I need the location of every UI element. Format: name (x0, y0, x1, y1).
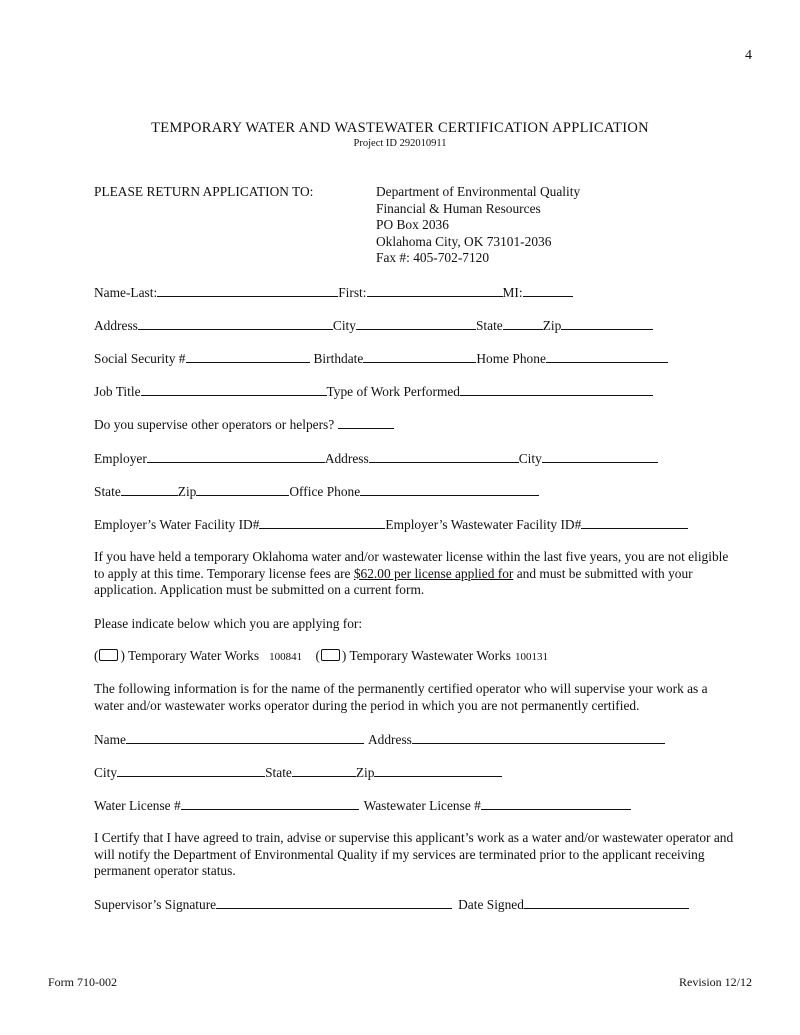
water-facility-label: Employer’s Water Facility ID# (94, 517, 260, 532)
license-fee: $62.00 per license applied for (353, 565, 514, 581)
home-phone-field[interactable] (546, 350, 668, 363)
ssn-label: Social Security # (94, 351, 186, 366)
home-phone-label: Home Phone (476, 351, 546, 366)
date-signed-field[interactable] (524, 896, 689, 909)
employer-address-field[interactable] (369, 450, 519, 463)
address-field[interactable] (138, 317, 333, 330)
water-works-label: Temporary Water Works (128, 648, 260, 663)
supervisor-name-label: Name (94, 732, 126, 747)
form-title: TEMPORARY WATER AND WASTEWATER CERTIFICATION APPLICATION (151, 120, 649, 136)
address-label: Address (94, 318, 138, 333)
facility-id-row (94, 516, 688, 533)
eligibility-notice (94, 549, 734, 599)
supervisor-zip-field[interactable] (374, 764, 502, 777)
project-id: Project ID 292010911 (353, 138, 447, 149)
supervisor-zip-label: Zip (355, 765, 375, 780)
employer-row (94, 450, 658, 467)
wastewater-facility-label: Employer’s Wastewater Facility ID# (385, 517, 582, 532)
wastewater-license-label: Wastewater License # (363, 798, 481, 813)
employer-city-label: City (518, 451, 542, 466)
page-number: 4 (745, 48, 752, 63)
supervisor-address-field[interactable] (412, 731, 665, 744)
work-type-field[interactable] (460, 383, 653, 396)
employer-city-field[interactable] (542, 450, 658, 463)
supervise-row (94, 416, 394, 433)
ssn-field[interactable] (186, 350, 310, 363)
city-field[interactable] (356, 317, 476, 330)
employer-zip-label: Zip (177, 484, 197, 499)
revision-date: Revision 12/12 (678, 975, 752, 989)
job-title-field[interactable] (141, 383, 327, 396)
return-address-line: Financial & Human Resources (376, 200, 541, 216)
office-phone-label: Office Phone (289, 484, 361, 499)
wastewater-facility-field[interactable] (581, 516, 688, 529)
applicant-address-row (94, 317, 653, 334)
option-paren-close: ) (120, 648, 125, 663)
employer-state-label: State (94, 484, 121, 499)
supervisor-signature-field[interactable] (216, 896, 452, 909)
supervise-question: Do you supervise other operators or helpers? (94, 417, 335, 432)
employer-zip-field[interactable] (196, 483, 289, 496)
supervisor-address-label: Address (367, 732, 412, 747)
supervisor-state-label: State (265, 765, 292, 780)
birthdate-label: Birthdate (313, 351, 364, 366)
option-paren-open: ( (315, 648, 320, 663)
work-type-label: Type of Work Performed (326, 384, 460, 399)
mi-label: MI: (502, 285, 523, 300)
ssn-row (94, 350, 668, 367)
water-works-code: 100841 (269, 651, 303, 663)
supervisor-license-row (94, 797, 631, 814)
first-name-label: First: (338, 285, 367, 300)
job-title-label: Job Title (94, 384, 141, 399)
date-signed-label: Date Signed (458, 897, 524, 912)
supervisor-city-label: City (94, 765, 118, 780)
applicant-name-row (94, 284, 573, 301)
water-license-field[interactable] (181, 797, 359, 810)
employer-state-row (94, 483, 539, 500)
license-options-row (94, 648, 548, 664)
state-label: State (475, 318, 503, 333)
return-address (376, 184, 580, 267)
mi-field[interactable] (523, 284, 573, 297)
city-label: City (332, 318, 356, 333)
water-facility-field[interactable] (259, 516, 385, 529)
wastewater-works-checkbox[interactable] (321, 649, 340, 661)
supervisor-signature-label: Supervisor’s Signature (94, 897, 217, 912)
name-last-label: Name-Last: (94, 285, 158, 300)
signature-row (94, 896, 689, 913)
return-address-line: PO Box 2036 (376, 217, 449, 232)
office-phone-field[interactable] (360, 483, 539, 496)
wastewater-works-code: 100131 (515, 651, 548, 663)
employer-address-label: Address (324, 451, 369, 466)
supervise-field[interactable] (338, 416, 394, 429)
wastewater-license-field[interactable] (481, 797, 631, 810)
name-last-field[interactable] (157, 284, 338, 297)
return-address-line: Oklahoma City, OK 73101-2036 (376, 233, 552, 249)
applying-prompt: Please indicate below which you are applying for: (94, 616, 363, 631)
first-name-field[interactable] (367, 284, 503, 297)
zip-field[interactable] (561, 317, 653, 330)
return-address-line: Fax #: 405-702-7120 (376, 250, 490, 265)
employer-label: Employer (94, 451, 147, 466)
birthdate-field[interactable] (363, 350, 476, 363)
certification-statement: I Certify that I have agreed to train, advise or supervise this applicant’s work as a water and/or wastewater operator and will notify the Department of Environmental Quality if my services are terminated prior to the applicant receiving permanent operator status. (94, 830, 734, 878)
supervisor-city-field[interactable] (117, 764, 265, 777)
water-license-label: Water License # (94, 798, 181, 813)
employer-field[interactable] (147, 450, 325, 463)
water-works-checkbox[interactable] (99, 649, 118, 661)
supervisor-name-row (94, 731, 665, 748)
form-number: Form 710-002 (48, 975, 117, 989)
supervisor-state-field[interactable] (292, 764, 356, 777)
supervisor-name-field[interactable] (126, 731, 364, 744)
wastewater-works-label: Temporary Wastewater Works (349, 648, 511, 663)
option-paren-close: ) (341, 648, 347, 663)
employer-state-field[interactable] (121, 483, 178, 496)
zip-label: Zip (542, 318, 562, 333)
state-field[interactable] (503, 317, 543, 330)
job-title-row (94, 383, 653, 400)
supervisor-city-row (94, 764, 502, 781)
return-address-line: Department of Environmental Quality (376, 184, 581, 199)
option-paren-open: ( (94, 648, 99, 663)
return-to-label: PLEASE RETURN APPLICATION TO: (94, 184, 314, 199)
notice-text-end: and must be submitted with your application. Application must be submitted on a current form. (94, 565, 693, 597)
notice-text: If you have held a temporary Oklahoma water and/or wastewater license within the last five years, you are not eligible to apply at this time. Temporary license fees are (94, 549, 729, 581)
supervisor-intro: The following information is for the name of the permanently certified operator who will supervise your work as a water and/or wastewater works operator during the period in which you are not permanently certified. (94, 681, 708, 713)
